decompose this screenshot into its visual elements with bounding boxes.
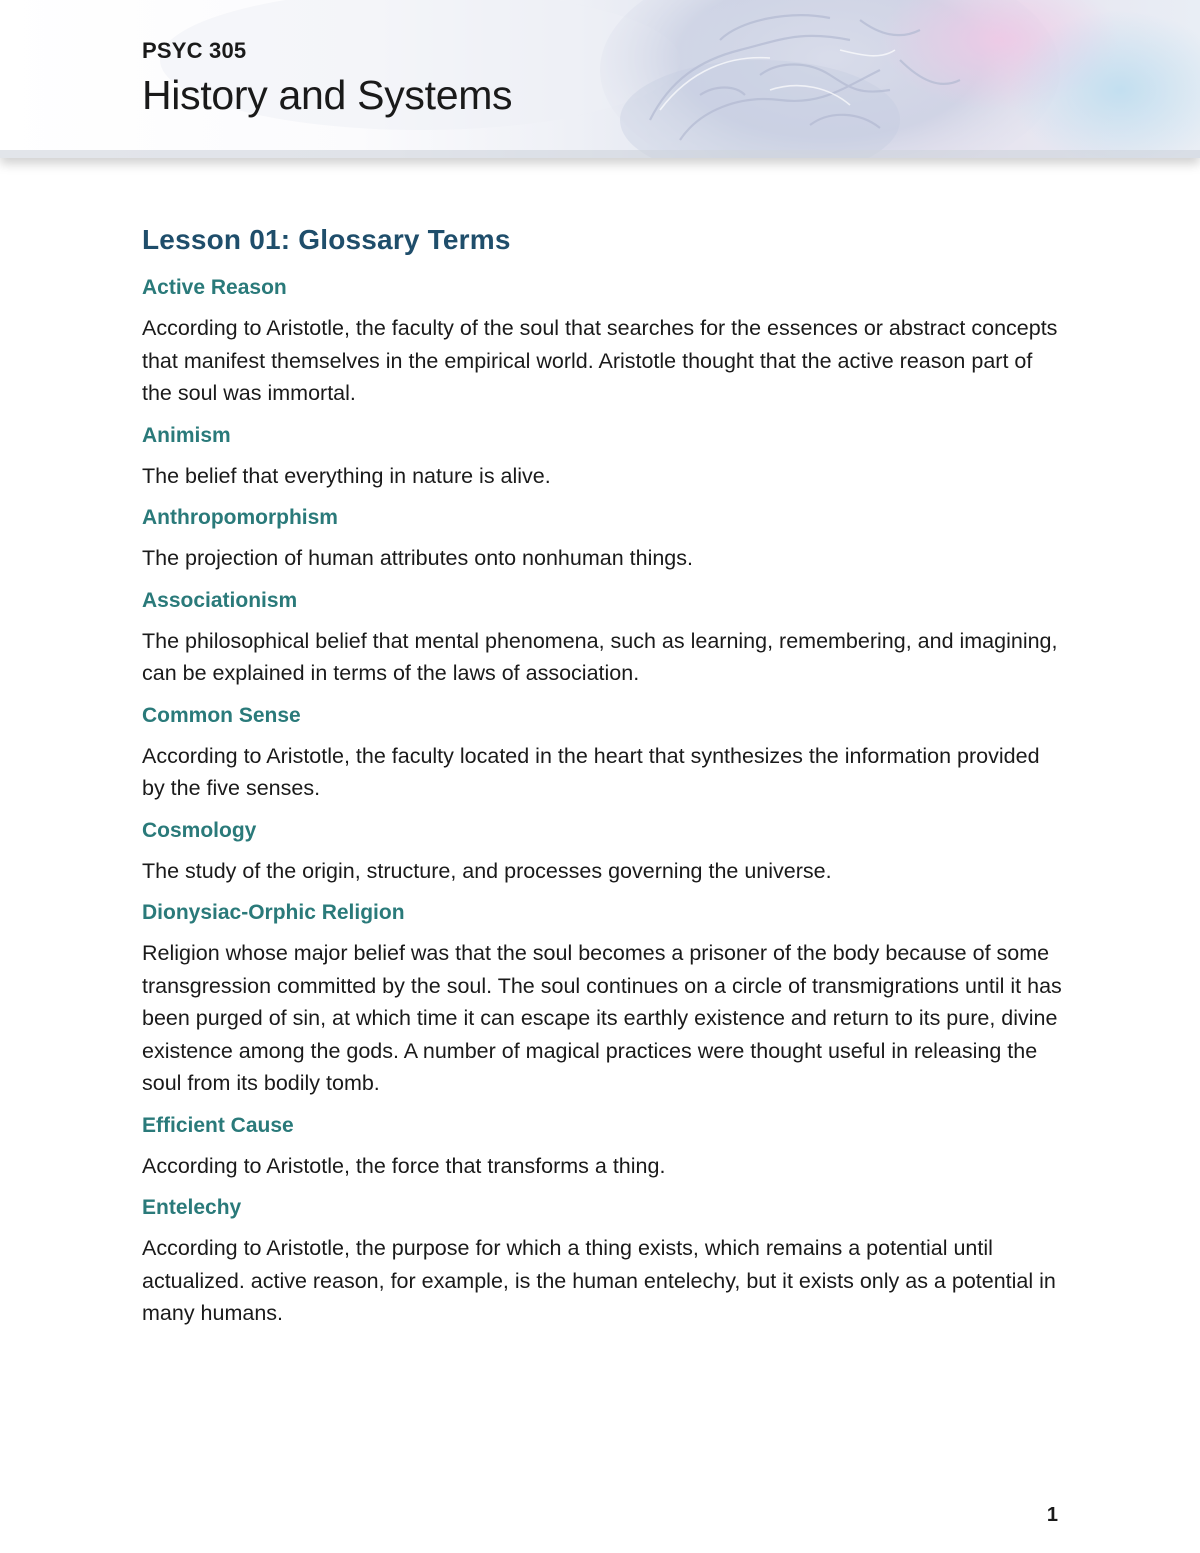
course-title: History and Systems — [142, 72, 513, 118]
glossary-term — [142, 702, 1062, 805]
course-code: PSYC 305 — [142, 38, 247, 63]
glossary-term — [142, 817, 1062, 888]
term-name: Animism — [142, 423, 231, 447]
term-definition: The belief that everything in nature is alive. — [142, 463, 551, 488]
term-definition: According to Aristotle, the purpose for which a thing exists, which remains a potential until actualized. active reason, for example, is the human entelechy, but it exists only as a potential in many humans. — [142, 1236, 1056, 1325]
term-name: Cosmology — [142, 818, 257, 842]
term-name: Efficient Cause — [142, 1113, 294, 1137]
term-name: Entelechy — [142, 1196, 242, 1219]
glossary-term — [142, 1194, 1062, 1330]
glossary-term — [142, 587, 1062, 690]
glossary-term — [142, 274, 1062, 410]
term-definition: The philosophical belief that mental phenomena, such as learning, remembering, and imagining, can be explained in terms of the laws of association. — [142, 628, 1058, 685]
term-name: Anthropomorphism — [142, 506, 338, 529]
glossary-term — [142, 422, 1062, 493]
lesson-title: Lesson 01: Glossary Terms — [142, 224, 511, 255]
term-name: Active Reason — [142, 276, 287, 299]
term-definition: According to Aristotle, the force that transforms a thing. — [142, 1153, 666, 1178]
term-definition: According to Aristotle, the faculty located in the heart that synthesizes the information provided by the five senses. — [142, 743, 1040, 800]
glossary-term — [142, 1112, 1062, 1183]
term-name: Associationism — [142, 588, 298, 612]
page-number: 1 — [1046, 1504, 1058, 1526]
term-definition: Religion whose major belief was that the soul becomes a prisoner of the body because of some transgression committed by the soul. The soul continues on a circle of transmigrations until it has been purged of sin, at which time it can escape its earthly existence and return to its pure, divine existence among the gods. A number of magical practices were thought useful in releasing the soul from its bodily tomb. — [142, 941, 1062, 1095]
term-name: Dionysiac-Orphic Religion — [142, 901, 405, 924]
header-banner — [0, 0, 1200, 158]
glossary-content — [142, 224, 1062, 1342]
term-definition: The projection of human attributes onto nonhuman things. — [142, 546, 693, 570]
glossary-term — [142, 504, 1062, 575]
term-name: Common Sense — [142, 703, 301, 727]
glossary-term — [142, 899, 1062, 1100]
term-definition: The study of the origin, structure, and processes governing the universe. — [142, 858, 832, 883]
term-definition: According to Aristotle, the faculty of the soul that searches for the essences or abstract concepts that manifest themselves in the empirical world. Aristotle thought that the active reason part of the soul was immortal. — [142, 316, 1058, 405]
